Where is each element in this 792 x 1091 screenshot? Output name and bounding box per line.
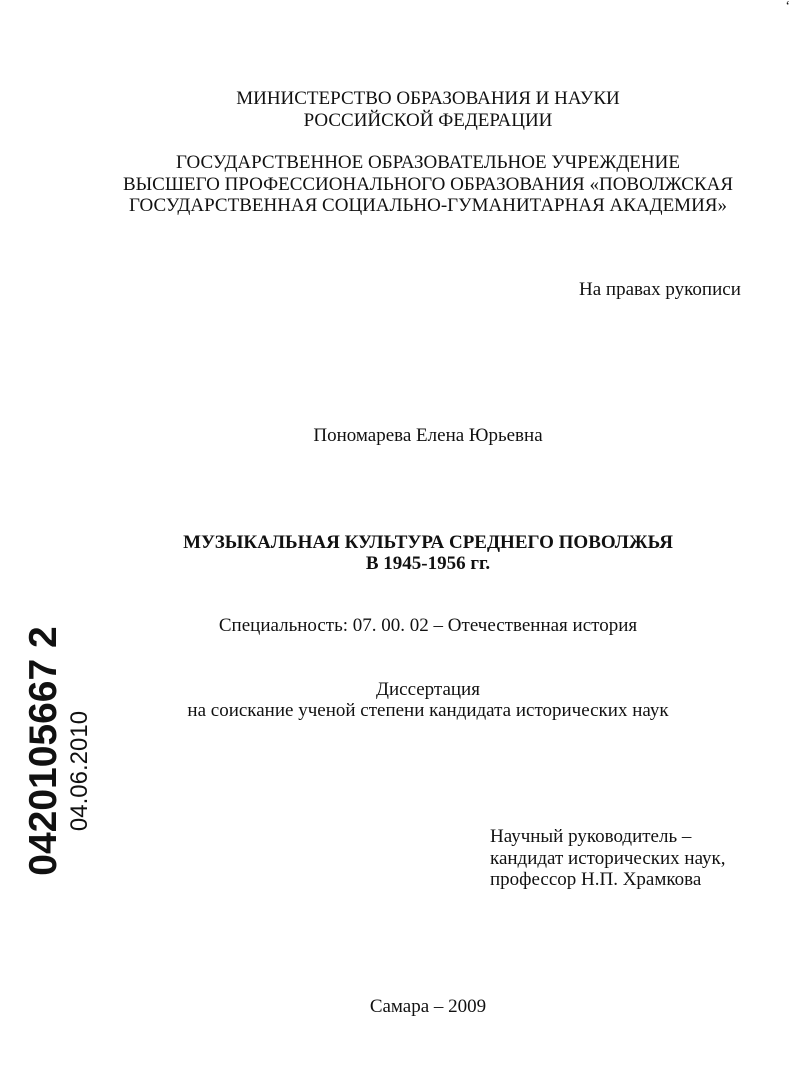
ministry-line-1: МИНИСТЕРСТВО ОБРАЗОВАНИЯ И НАУКИ xyxy=(236,88,620,109)
place-year: Самара – 2009 xyxy=(369,996,487,1017)
stamp-number: 0420105667 2 xyxy=(22,626,65,876)
institution-line-1: ГОСУДАРСТВЕННОЕ ОБРАЗОВАТЕЛЬНОЕ УЧРЕЖДЕНИЕ xyxy=(176,152,680,173)
corner-mark: ‘ xyxy=(785,0,790,14)
degree-description: на соискание ученой степени кандидата исторических наук xyxy=(187,700,669,721)
supervisor-line-2: кандидат исторических наук, xyxy=(490,848,726,869)
dissertation-title-line-2: В 1945-1956 гг. xyxy=(365,553,491,574)
stamp-date: 04.06.2010 xyxy=(66,710,93,832)
supervisor-line-3: профессор Н.П. Храмкова xyxy=(490,869,702,890)
institution-line-3: ГОСУДАРСТВЕННАЯ СОЦИАЛЬНО-ГУМАНИТАРНАЯ АКАДЕМИЯ» xyxy=(129,195,727,216)
ministry-line-2: РОССИЙСКОЙ ФЕДЕРАЦИИ xyxy=(303,110,553,131)
rights-note: На правах рукописи xyxy=(579,279,741,300)
author-name: Пономарева Елена Юрьевна xyxy=(313,425,543,446)
institution-line-2: ВЫСШЕГО ПРОФЕССИОНАЛЬНОГО ОБРАЗОВАНИЯ «ПОВОЛЖСКАЯ xyxy=(122,174,734,195)
dissertation-title-line-1: МУЗЫКАЛЬНАЯ КУЛЬТУРА СРЕДНЕГО ПОВОЛЖЬЯ xyxy=(183,532,673,553)
dissertation-label: Диссертация xyxy=(376,679,480,700)
supervisor-line-1: Научный руководитель – xyxy=(490,826,692,847)
specialty: Специальность: 07. 00. 02 – Отечественная история xyxy=(218,615,638,636)
